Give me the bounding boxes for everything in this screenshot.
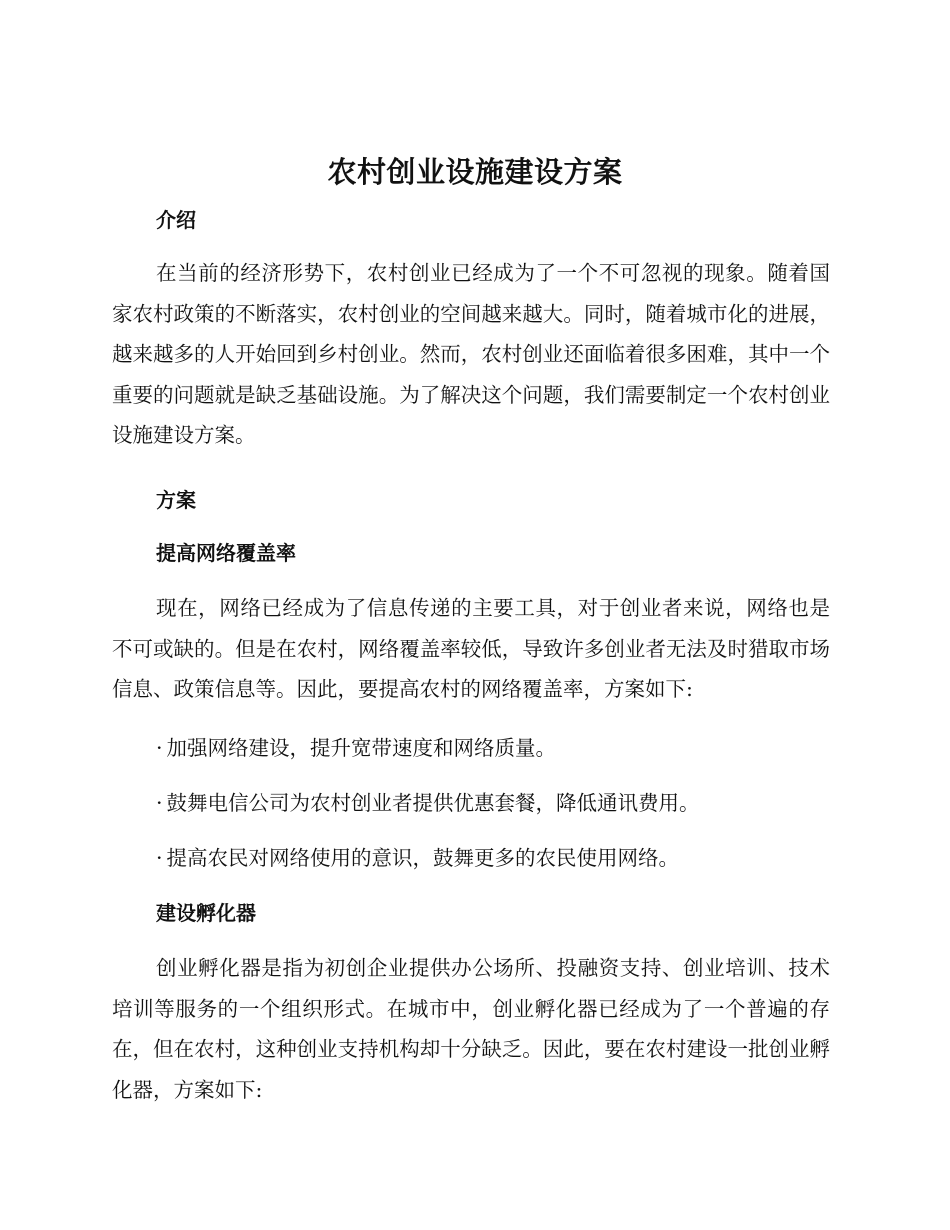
list-item [156, 788, 700, 818]
intro-paragraph: 在当前的经济形势下，农村创业已经成为了一个不可忽视的现象。随着国家农村政策的不断落实，农村创业的空间越来越大。同时，随着城市化的进展，越来越多的人开始回到乡村创业。然而，农村创业还面临着很多困难，其中一个重要的问题就是缺乏基础设施。为了解决这个问题，我们需要制定一个农村创业设施建设方案。 [112, 261, 830, 447]
bullet-marker: · [156, 791, 163, 815]
list-item-text: 鼓舞电信公司为农村创业者提供优惠套餐，降低通讯费用。 [166, 791, 700, 815]
list-item-text: 加强网络建设，提升宽带速度和网络质量。 [166, 736, 557, 760]
network-paragraph: 现在，网络已经成为了信息传递的主要工具，对于创业者来说，网络也是不可或缺的。但是在农村，网络覆盖率较低，导致许多创业者无法及时猎取市场信息、政策信息等。因此，要提高农村的网络覆盖率，方案如下: [112, 596, 830, 701]
section-heading-plan: 方案 [156, 488, 196, 512]
section-heading-incubator: 建设孵化器 [156, 901, 256, 925]
incubator-paragraph: 创业孵化器是指为初创企业提供办公场所、投融资支持、创业培训、技术培训等服务的一个组织形式。在城市中，创业孵化器已经成为了一个普遍的存在，但在农村，这种创业支持机构却十分缺乏。因此，要在农村建设一批创业孵化器，方案如下: [112, 956, 830, 1102]
section-heading-intro: 介绍 [156, 208, 196, 232]
list-item [156, 843, 679, 873]
document-title: 农村创业设施建设方案 [327, 155, 623, 189]
list-item-text: 提高农民对网络使用的意识，鼓舞更多的农民使用网络。 [166, 846, 680, 870]
list-item [156, 733, 556, 763]
section-heading-network: 提高网络覆盖率 [156, 541, 296, 565]
bullet-marker: · [156, 846, 163, 870]
bullet-marker: · [156, 736, 163, 760]
